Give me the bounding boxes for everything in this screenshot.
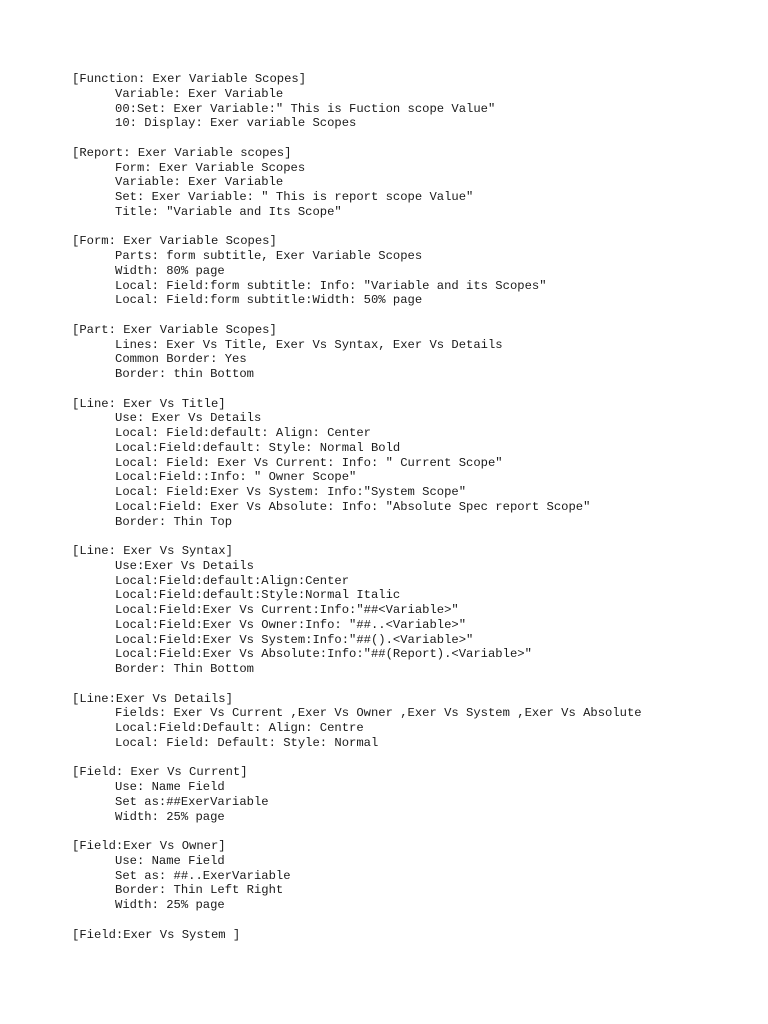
code-line: Border: Thin Top bbox=[115, 514, 233, 529]
code-line: Form: Exer Variable Scopes bbox=[115, 160, 306, 175]
code-line: Title: "Variable and Its Scope" bbox=[115, 204, 342, 219]
code-line: Use:Exer Vs Details bbox=[115, 558, 254, 573]
code-line: Use: Name Field bbox=[115, 780, 225, 794]
code-line: Variable: Exer Variable bbox=[115, 175, 284, 190]
code-line: 10: Display: Exer variable Scopes bbox=[115, 116, 357, 131]
code-line: Local: Field: Default: Style: Normal bbox=[115, 735, 379, 750]
code-line: Width: 25% page bbox=[115, 898, 225, 912]
code-line: Local:Field:Exer Vs Absolute:Info:"##(Report).<Variable>" bbox=[115, 647, 532, 662]
code-block-field-current bbox=[72, 765, 752, 824]
code-line: Border: thin Bottom bbox=[115, 367, 254, 381]
code-line: Use: Exer Vs Details bbox=[115, 411, 262, 426]
block-header: [Field: Exer Vs Current] bbox=[72, 765, 248, 780]
code-line: 00:Set: Exer Variable:" This is Fuction scope Value" bbox=[115, 101, 496, 116]
code-line: Local:Field:Exer Vs Current:Info:"##<Variable>" bbox=[115, 603, 459, 617]
block-header: [Line:Exer Vs Details] bbox=[72, 691, 233, 706]
code-line: Local: Field:Exer Vs System: Info:"System Scope" bbox=[115, 485, 467, 499]
block-header: [Field:Exer Vs Owner] bbox=[72, 839, 226, 853]
block-header: [Line: Exer Vs Title] bbox=[72, 396, 226, 411]
code-line: Lines: Exer Vs Title, Exer Vs Syntax, Exer Vs Details bbox=[115, 337, 503, 352]
code-block-part bbox=[72, 323, 752, 382]
code-block-report bbox=[72, 146, 752, 220]
code-line: Local:Field:default:Style:Normal Italic bbox=[115, 588, 401, 603]
code-line: Local:Field:default: Style: Normal Bold bbox=[115, 440, 401, 455]
block-header: [Part: Exer Variable Scopes] bbox=[72, 322, 277, 337]
document-page bbox=[72, 72, 752, 957]
block-header: [Line: Exer Vs Syntax] bbox=[72, 544, 233, 558]
block-header: [Function: Exer Variable Scopes] bbox=[72, 72, 307, 86]
code-block-line-title bbox=[72, 397, 752, 530]
code-line: Local: Field:default: Align: Center bbox=[115, 426, 371, 440]
code-line: Border: Thin Bottom bbox=[115, 662, 254, 676]
code-line: Local:Field:Exer Vs Owner:Info: "##..<Variable>" bbox=[115, 617, 467, 632]
block-header: [Report: Exer Variable scopes] bbox=[72, 145, 292, 160]
code-line: Local:Field:Default: Align: Centre bbox=[115, 721, 364, 735]
code-line: Use: Name Field bbox=[115, 853, 225, 868]
code-line: Set as: ##..ExerVariable bbox=[115, 868, 291, 883]
code-line: Local:Field::Info: " Owner Scope" bbox=[115, 470, 357, 485]
code-block-field-owner bbox=[72, 839, 752, 913]
code-line: Width: 80% page bbox=[115, 263, 225, 278]
block-header: [Field:Exer Vs System ] bbox=[72, 927, 241, 942]
code-line: Width: 25% page bbox=[115, 809, 225, 824]
code-line: Set as:##ExerVariable bbox=[115, 794, 269, 809]
code-line: Local:Field:default:Align:Center bbox=[115, 573, 350, 588]
code-block-line-syntax bbox=[72, 544, 752, 677]
code-line: Local: Field: Exer Vs Current: Info: " Current Scope" bbox=[115, 455, 503, 470]
code-line: Parts: form subtitle, Exer Variable Scopes bbox=[115, 249, 423, 263]
code-line: Variable: Exer Variable bbox=[115, 86, 284, 101]
code-line: Set: Exer Variable: " This is report scope Value" bbox=[115, 190, 474, 204]
code-block-function bbox=[72, 72, 752, 131]
code-line: Local:Field: Exer Vs Absolute: Info: "Absolute Spec report Scope" bbox=[115, 499, 591, 514]
block-header: [Form: Exer Variable Scopes] bbox=[72, 234, 277, 249]
code-line: Fields: Exer Vs Current ,Exer Vs Owner ,Exer Vs System ,Exer Vs Absolute bbox=[115, 706, 642, 721]
code-block-line-details bbox=[72, 692, 752, 751]
code-line: Local: Field:form subtitle:Width: 50% page bbox=[115, 293, 423, 308]
code-block-form bbox=[72, 234, 752, 308]
code-line: Border: Thin Left Right bbox=[115, 883, 284, 898]
code-line: Common Border: Yes bbox=[115, 352, 247, 367]
code-line: Local:Field:Exer Vs System:Info:"##().<Variable>" bbox=[115, 632, 474, 647]
code-block-field-system bbox=[72, 928, 752, 943]
code-line: Local: Field:form subtitle: Info: "Variable and its Scopes" bbox=[115, 278, 547, 293]
